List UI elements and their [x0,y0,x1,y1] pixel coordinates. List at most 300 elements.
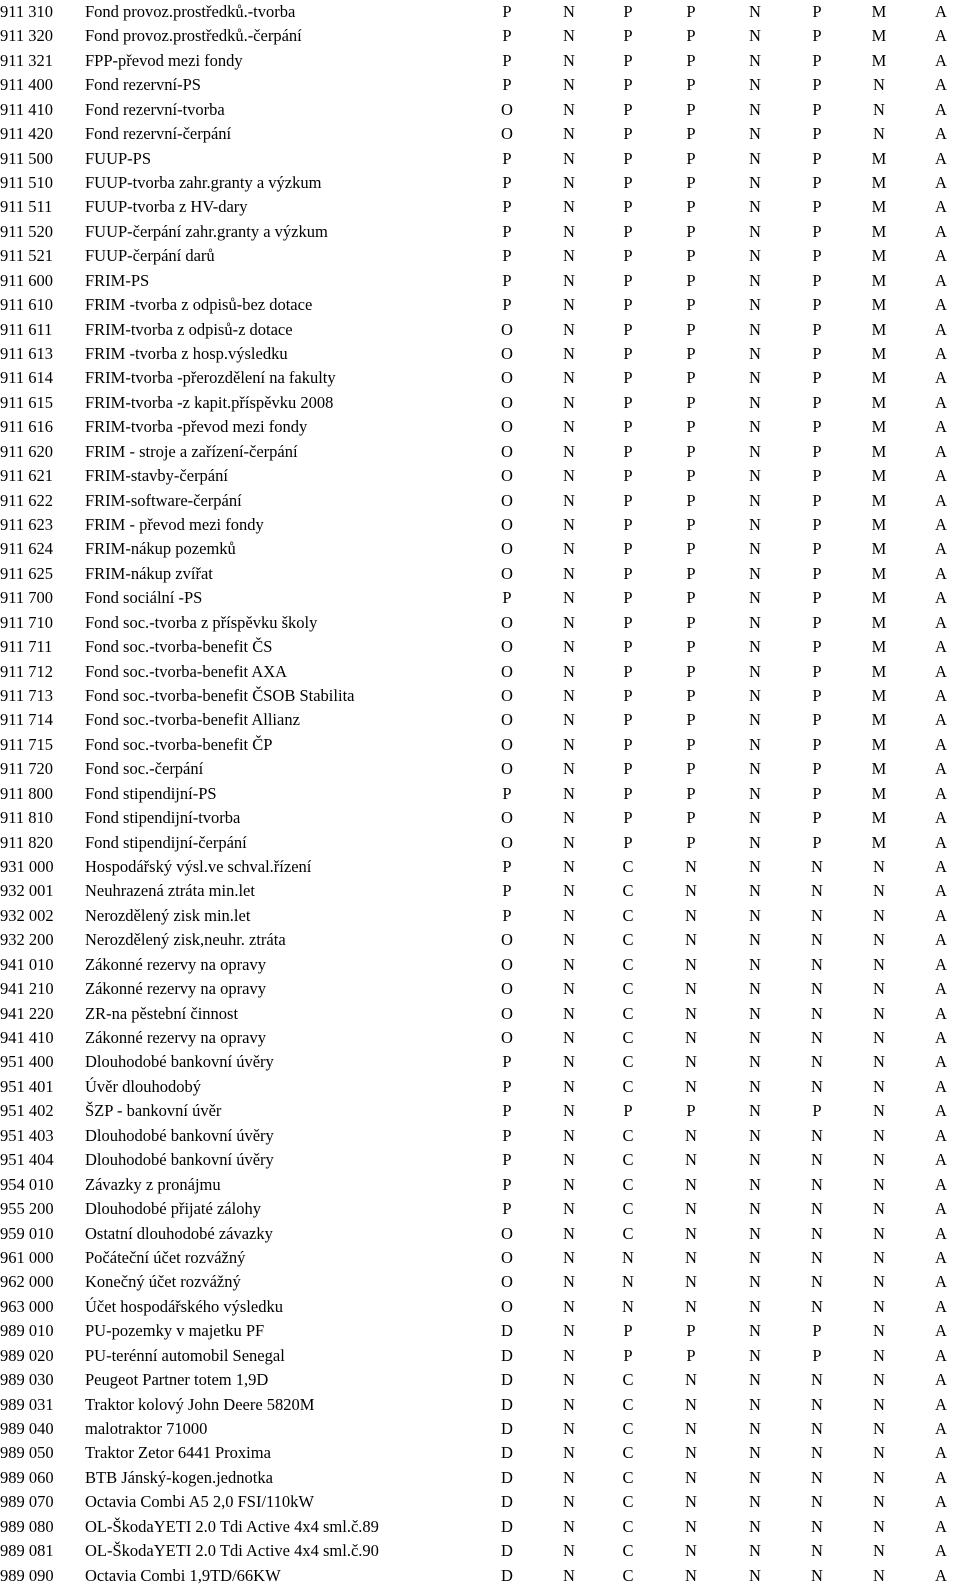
account-flag-2: N [563,392,575,412]
account-flag-1: O [501,734,513,754]
account-flag-4: N [685,1296,697,1316]
account-flag-5: N [749,832,761,852]
account-row [0,708,960,732]
account-code: 963 000 [0,1296,54,1316]
account-row [0,1490,960,1514]
account-flag-1: O [501,344,513,364]
account-flag-2: N [563,1296,575,1316]
account-flag-6: N [811,905,823,925]
account-flag-8: A [935,1345,947,1365]
account-flag-4: N [685,954,697,974]
account-flag-6: P [812,197,822,217]
account-flag-2: N [563,686,575,706]
account-flag-2: N [563,1125,575,1145]
account-flag-6: N [811,1174,823,1194]
account-flag-4: N [685,1516,697,1536]
account-name: OL-ŠkodaYETI 2.0 Tdi Active 4x4 sml.č.90 [85,1541,379,1561]
account-row [0,855,960,879]
account-code: 951 402 [0,1101,54,1121]
account-flag-4: P [686,441,696,461]
account-row [0,904,960,928]
account-name: Fond rezervní-PS [85,75,201,95]
account-flag-4: N [685,1394,697,1414]
account-row [0,733,960,757]
account-flag-6: N [811,1516,823,1536]
account-row [0,586,960,610]
account-flag-8: A [935,783,947,803]
account-flag-5: N [749,1541,761,1561]
account-name: FUUP-tvorba zahr.granty a výzkum [85,173,322,192]
account-flag-6: N [811,1223,823,1243]
account-flag-5: N [749,1418,761,1438]
account-flag-4: P [686,417,696,437]
account-flag-4: N [685,905,697,925]
account-flag-3: C [622,1492,634,1512]
account-flag-3: C [622,1150,634,1170]
account-flag-6: N [811,857,823,877]
account-flag-4: P [686,270,696,290]
account-flag-2: N [563,637,575,657]
account-flag-4: N [685,1541,697,1561]
account-flag-2: N [563,710,575,730]
account-flag-4: P [686,1101,696,1121]
account-flag-3: P [623,368,633,388]
account-flag-1: O [501,319,513,339]
account-flag-4: P [686,173,696,192]
account-flag-8: A [935,270,947,290]
account-flag-3: P [623,710,633,730]
account-flag-1: P [502,588,512,608]
account-flag-5: N [749,368,761,388]
account-name: FRIM -tvorba z odpisů-bez dotace [85,295,313,315]
account-flag-5: N [749,197,761,217]
account-row [0,537,960,561]
account-flag-7: N [873,1370,885,1390]
account-flag-1: D [501,1418,513,1438]
account-flag-6: P [812,173,822,192]
account-flag-4: N [685,1247,697,1267]
account-flag-7: N [873,1296,885,1316]
account-flag-3: P [623,75,633,95]
account-flag-8: A [935,75,947,95]
account-code: 951 401 [0,1076,54,1096]
account-flag-5: N [749,1076,761,1096]
account-row [0,342,960,366]
account-flag-5: N [749,1174,761,1194]
account-flag-2: N [563,1565,575,1585]
account-row [0,635,960,659]
account-row [0,1099,960,1123]
account-flag-5: N [749,417,761,437]
account-row [0,1515,960,1539]
account-flag-5: N [749,319,761,339]
account-flag-4: N [685,930,697,950]
account-flag-5: N [749,881,761,901]
account-flag-5: N [749,1028,761,1048]
account-flag-7: N [873,1174,885,1194]
account-flag-6: N [811,1443,823,1463]
account-flag-6: P [812,686,822,706]
account-flag-1: O [501,1003,513,1023]
account-flag-6: P [812,661,822,681]
account-flag-8: A [935,466,947,486]
account-flag-3: P [623,344,633,364]
account-flag-1: P [502,857,512,877]
account-flag-6: P [812,319,822,339]
account-flag-2: N [563,466,575,486]
account-flag-8: A [935,392,947,412]
account-code: 941 010 [0,954,54,974]
account-flag-8: A [935,441,947,461]
account-name: FRIM - stroje a zařízení-čerpání [85,441,298,461]
account-name: FUUP-PS [85,148,152,168]
account-flag-8: A [935,881,947,901]
account-flag-3: C [622,954,634,974]
account-code: 911 623 [0,515,54,535]
account-flag-3: P [623,197,633,217]
account-flag-8: A [935,515,947,535]
account-flag-6: P [812,344,822,364]
account-code: 962 000 [0,1272,54,1292]
account-flag-6: P [812,75,822,95]
account-flag-5: N [749,759,761,779]
account-flag-5: N [749,515,761,535]
account-flag-7: M [871,759,887,779]
account-flag-2: N [563,832,575,852]
account-flag-7: N [873,1394,885,1414]
account-code: 911 613 [0,344,54,364]
account-flag-1: O [501,954,513,974]
account-flag-8: A [935,734,947,754]
account-flag-3: C [622,1174,634,1194]
account-flag-4: P [686,1321,696,1341]
account-flag-6: N [811,1003,823,1023]
account-code: 989 081 [0,1541,54,1561]
account-flag-2: N [563,368,575,388]
account-flag-6: N [811,930,823,950]
account-flag-2: N [563,490,575,510]
account-flag-7: M [871,783,887,803]
account-flag-6: N [811,979,823,999]
account-flag-4: P [686,490,696,510]
account-flag-8: A [935,2,947,21]
account-flag-6: N [811,1150,823,1170]
account-name: FRIM-nákup pozemků [85,539,236,559]
account-flag-5: N [749,905,761,925]
account-flag-4: P [686,563,696,583]
account-code: 989 070 [0,1492,54,1512]
account-code: 989 010 [0,1321,54,1341]
account-flag-5: N [749,1516,761,1536]
account-flag-1: O [501,99,513,119]
account-name: Závazky z pronájmu [85,1174,221,1194]
account-code: 911 611 [0,319,53,339]
account-code: 911 800 [0,783,54,803]
account-flag-7: N [873,857,885,877]
account-name: FRIM-tvorba -přerozdělení na fakulty [85,368,336,388]
account-flag-8: A [935,1052,947,1072]
account-flag-4: N [685,1028,697,1048]
account-flag-7: M [871,539,887,559]
account-flag-6: N [811,1418,823,1438]
account-flag-6: N [811,1296,823,1316]
account-name: Dlouhodobé bankovní úvěry [85,1052,274,1072]
account-code: 989 020 [0,1345,54,1365]
account-flag-1: O [501,661,513,681]
account-flag-2: N [563,1394,575,1414]
account-flag-5: N [749,1247,761,1267]
account-flag-4: P [686,808,696,828]
account-name: PU-terénní automobil Senegal [85,1345,285,1365]
account-flag-2: N [563,1028,575,1048]
account-flag-3: P [623,124,633,144]
account-flag-8: A [935,857,947,877]
account-flag-5: N [749,1443,761,1463]
account-flag-5: N [749,637,761,657]
account-flag-3: P [623,99,633,119]
account-flag-4: P [686,612,696,632]
account-flag-6: N [811,1247,823,1267]
account-flag-2: N [563,221,575,241]
account-flag-8: A [935,1394,947,1414]
account-row [0,562,960,586]
account-flag-5: N [749,808,761,828]
account-code: 911 310 [0,2,54,21]
account-flag-6: P [812,759,822,779]
account-code: 989 030 [0,1370,54,1390]
account-flag-6: P [812,734,822,754]
account-flag-3: P [623,563,633,583]
account-name: FRIM-PS [85,270,150,290]
account-name: Nerozdělený zisk min.let [85,905,251,925]
account-row [0,1197,960,1221]
account-code: 911 713 [0,686,54,706]
account-code: 911 400 [0,75,54,95]
account-flag-6: P [812,466,822,486]
account-name: FRIM-stavby-čerpání [85,466,228,486]
account-flag-1: P [502,1052,512,1072]
account-row [0,757,960,781]
account-flag-7: N [873,1418,885,1438]
account-flag-4: P [686,75,696,95]
account-row [0,49,960,73]
account-flag-6: P [812,637,822,657]
account-code: 989 060 [0,1467,54,1487]
account-flag-1: P [502,221,512,241]
account-flag-7: M [871,612,887,632]
account-code: 911 510 [0,173,54,192]
account-flag-8: A [935,1101,947,1121]
account-name: Fond rezervní-tvorba [85,99,225,119]
account-flag-5: N [749,344,761,364]
account-flag-1: O [501,832,513,852]
account-flag-7: M [871,295,887,315]
account-code: 911 621 [0,466,54,486]
account-flag-7: M [871,466,887,486]
account-flag-4: P [686,295,696,315]
account-flag-6: P [812,1345,822,1365]
account-flag-1: O [501,392,513,412]
account-flag-6: P [812,124,822,144]
account-flag-4: P [686,197,696,217]
account-flag-5: N [749,270,761,290]
account-flag-2: N [563,930,575,950]
account-code: 911 610 [0,295,54,315]
account-name: Fond soc.-tvorba-benefit ČP [85,734,273,754]
account-flag-7: N [873,881,885,901]
account-flag-5: N [749,1199,761,1219]
account-flag-7: M [871,50,887,70]
account-flag-2: N [563,1443,575,1463]
account-flag-2: N [563,905,575,925]
account-flag-7: N [873,905,885,925]
account-flag-2: N [563,1199,575,1219]
account-row [0,318,960,342]
account-flag-2: N [563,344,575,364]
account-flag-8: A [935,1272,947,1292]
account-flag-6: N [811,1125,823,1145]
account-flag-7: M [871,319,887,339]
account-flag-7: M [871,197,887,217]
account-name: Fond sociální -PS [85,588,203,608]
account-flag-5: N [749,75,761,95]
account-flag-4: P [686,686,696,706]
account-flag-1: O [501,441,513,461]
account-flag-8: A [935,1247,947,1267]
account-code: 989 031 [0,1394,54,1414]
account-flag-3: C [622,1394,634,1414]
account-code: 961 000 [0,1247,54,1267]
account-row [0,171,960,195]
account-flag-2: N [563,50,575,70]
account-flag-8: A [935,246,947,266]
account-flag-8: A [935,197,947,217]
account-flag-6: P [812,417,822,437]
account-flag-3: C [622,857,634,877]
account-flag-7: N [873,1321,885,1341]
account-row [0,1124,960,1148]
account-row [0,1026,960,1050]
account-flag-2: N [563,1541,575,1561]
account-flag-6: P [812,490,822,510]
account-flag-7: M [871,2,887,21]
account-flag-3: C [622,1370,634,1390]
account-flag-7: N [873,1443,885,1463]
account-flag-5: N [749,857,761,877]
account-flag-8: A [935,588,947,608]
account-flag-1: O [501,1272,513,1292]
account-flag-6: N [811,1076,823,1096]
account-flag-8: A [935,686,947,706]
account-flag-3: P [623,783,633,803]
account-code: 911 624 [0,539,54,559]
account-flag-7: N [873,930,885,950]
account-flag-1: O [501,637,513,657]
account-flag-8: A [935,124,947,144]
account-flag-4: N [685,1272,697,1292]
account-flag-7: M [871,710,887,730]
account-flag-8: A [935,1418,947,1438]
account-name: Ostatní dlouhodobé závazky [85,1223,273,1243]
account-name: Dlouhodobé bankovní úvěry [85,1125,274,1145]
account-flag-2: N [563,148,575,168]
account-row [0,1148,960,1172]
account-flag-5: N [749,734,761,754]
account-flag-3: C [622,1443,634,1463]
account-flag-3: C [622,1516,634,1536]
account-code: 911 620 [0,441,54,461]
account-flag-1: O [501,808,513,828]
account-flag-5: N [749,1296,761,1316]
account-name: FRIM-tvorba z odpisů-z dotace [85,319,293,339]
account-flag-6: P [812,246,822,266]
account-flag-3: N [622,1247,634,1267]
account-flag-2: N [563,173,575,192]
account-flag-3: P [623,50,633,70]
account-flag-1: O [501,539,513,559]
account-name: Zákonné rezervy na opravy [85,1028,266,1048]
account-name: Konečný účet rozvážný [85,1272,241,1292]
account-flag-7: M [871,26,887,46]
account-row [0,831,960,855]
account-row [0,953,960,977]
account-name: Fond soc.-tvorba-benefit Allianz [85,710,300,730]
account-flag-6: N [811,1541,823,1561]
account-flag-3: P [623,612,633,632]
account-flag-4: P [686,2,696,21]
account-flag-6: P [812,808,822,828]
account-flag-8: A [935,1467,947,1487]
account-flag-2: N [563,26,575,46]
account-row [0,73,960,97]
account-flag-8: A [935,490,947,510]
account-code: 932 002 [0,905,54,925]
account-flag-1: P [502,1125,512,1145]
account-flag-3: P [623,466,633,486]
account-flag-1: O [501,1247,513,1267]
account-flag-4: N [685,1223,697,1243]
account-flag-8: A [935,50,947,70]
account-flag-2: N [563,1223,575,1243]
account-flag-4: N [685,979,697,999]
account-flag-7: M [871,270,887,290]
account-flag-7: N [873,1541,885,1561]
account-flag-7: M [871,221,887,241]
account-name: FRIM-software-čerpání [85,490,242,510]
account-flag-4: P [686,734,696,754]
account-row [0,0,960,24]
account-flag-1: P [502,75,512,95]
account-flag-7: M [871,344,887,364]
account-flag-7: M [871,637,887,657]
account-flag-7: M [871,563,887,583]
account-flag-7: N [873,1272,885,1292]
account-flag-2: N [563,1052,575,1072]
account-flag-3: P [623,1101,633,1121]
account-flag-1: D [501,1492,513,1512]
account-flag-5: N [749,783,761,803]
account-flag-5: N [749,221,761,241]
account-flag-8: A [935,99,947,119]
account-flag-5: N [749,466,761,486]
account-code: 911 711 [0,637,53,657]
account-flag-2: N [563,515,575,535]
account-row [0,611,960,635]
account-flag-1: P [502,1199,512,1219]
account-name: Zákonné rezervy na opravy [85,954,266,974]
account-flag-7: M [871,148,887,168]
account-flag-6: P [812,270,822,290]
